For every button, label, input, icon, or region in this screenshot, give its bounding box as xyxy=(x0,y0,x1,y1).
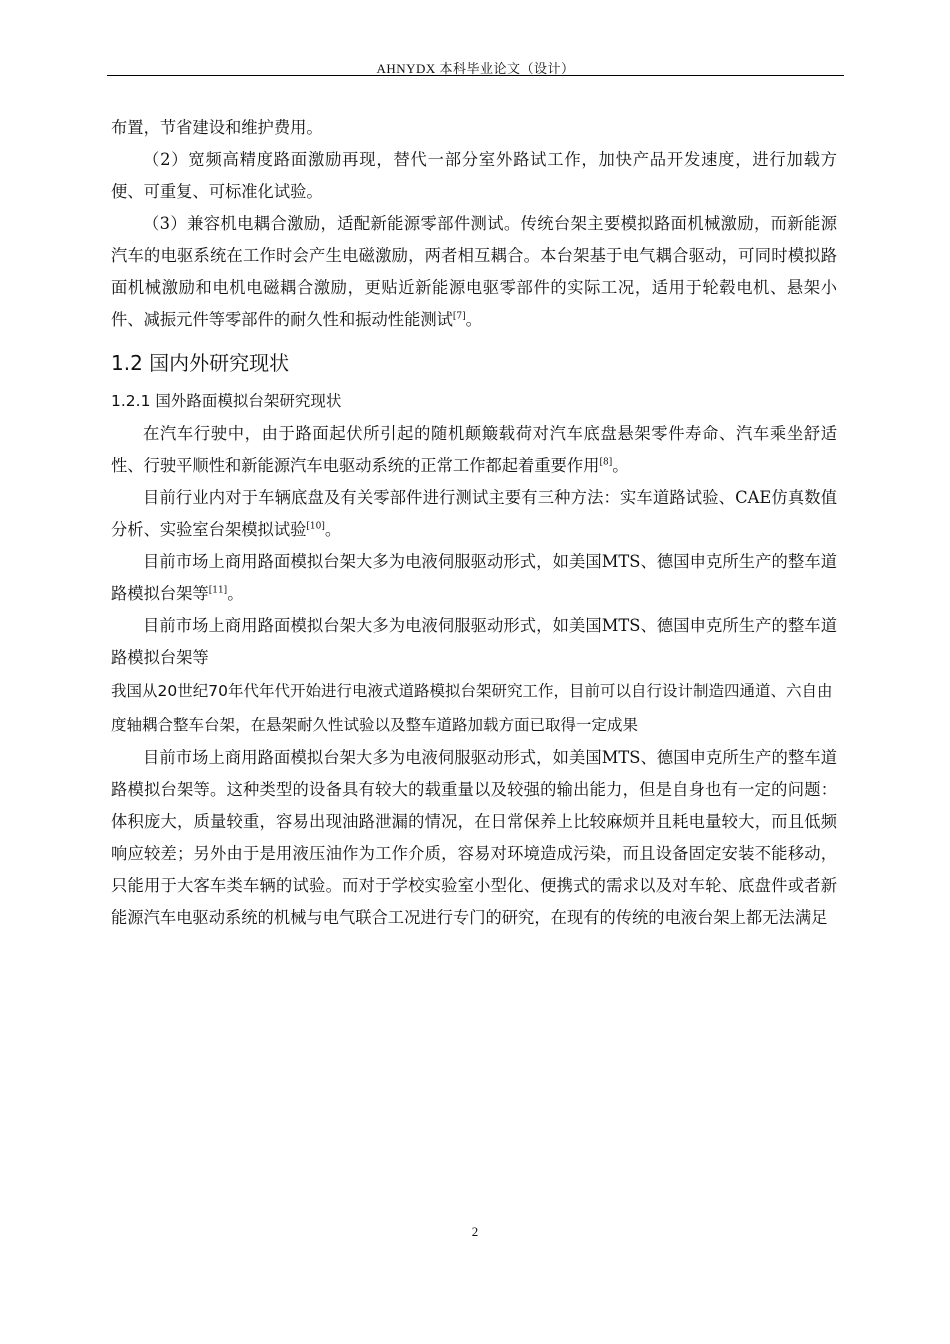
paragraph: 布置，节省建设和维护费用。 xyxy=(111,118,323,137)
paragraph: 目前市场上商用路面模拟台架大多为电液伺服驱动形式，如美国MTS、德国申克所生产的整车道路模拟台架等[11]。 xyxy=(111,552,837,603)
paragraph: 在汽车行驶中，由于路面起伏所引起的随机颠簸载荷对汽车底盘悬架零件寿命、汽车乘坐舒适性、行驶平顺性和新能源汽车电驱动系统的正常工作都起着重要作用[8]。 xyxy=(111,424,837,475)
paragraph: （3）兼容机电耦合激励，适配新能源零部件测试。传统台架主要模拟路面机械激励，而新能源汽车的电驱系统在工作时会产生电磁激励，两者相互耦合。本台架基于电气耦合驱动，可同时模拟路面机械激励和电机电磁耦合激励，更贴近新能源电驱零部件的实际工况，适用于轮毂电机、悬架小件、减振元件等零部件的耐久性和振动性能测试[7]。 xyxy=(111,214,837,329)
page-header: AHNYDX 本科毕业论文（设计） xyxy=(376,61,575,76)
citation: [7] xyxy=(452,311,466,322)
page-number: 2 xyxy=(471,1224,479,1239)
document-body xyxy=(111,112,837,934)
subsection-heading: 1.2.1 国外路面模拟台架研究现状 xyxy=(111,392,342,410)
citation: [10] xyxy=(306,521,325,532)
paragraph: 目前市场上商用路面模拟台架大多为电液伺服驱动形式，如美国MTS、德国申克所生产的整车道路模拟台架等 xyxy=(111,616,837,667)
section-heading: 1.2 国内外研究现状 xyxy=(111,351,290,375)
subsection-heading: 我国从20世纪70年代年代开始进行电液式道路模拟台架研究工作，目前可以自行设计制造四通道、六自由度轴耦合整车台架，在悬架耐久性试验以及整车道路加载方面已取得一定成果 xyxy=(111,682,833,734)
paragraph: 目前市场上商用路面模拟台架大多为电液伺服驱动形式，如美国MTS、德国申克所生产的整车道路模拟台架等。这种类型的设备具有较大的载重量以及较强的输出能力，但是自身也有一定的问题：体积庞大，质量较重，容易出现油路泄漏的情况，在日常保养上比较麻烦并且耗电量较大，而且低频响应较差；另外由于是用液压油作为工作介质，容易对环境造成污染，而且设备固定安装不能移动，只能用于大客车类车辆的试验。而对于学校实验室小型化、便携式的需求以及对车轮、底盘件或者新能源汽车电驱动系统的机械与电气联合工况进行专门的研究，在现有的传统的电液台架上都无法满足 xyxy=(111,748,837,927)
paragraph: 目前行业内对于车辆底盘及有关零部件进行测试主要有三种方法：实车道路试验、CAE仿真数值分析、实验室台架模拟试验[10]。 xyxy=(111,488,837,539)
citation: [8] xyxy=(599,457,613,468)
header-divider xyxy=(107,75,844,76)
citation: [11] xyxy=(208,585,228,596)
paragraph: （2）宽频高精度路面激励再现，替代一部分室外路试工作，加快产品开发速度，进行加载方便、可重复、可标准化试验。 xyxy=(111,150,837,201)
